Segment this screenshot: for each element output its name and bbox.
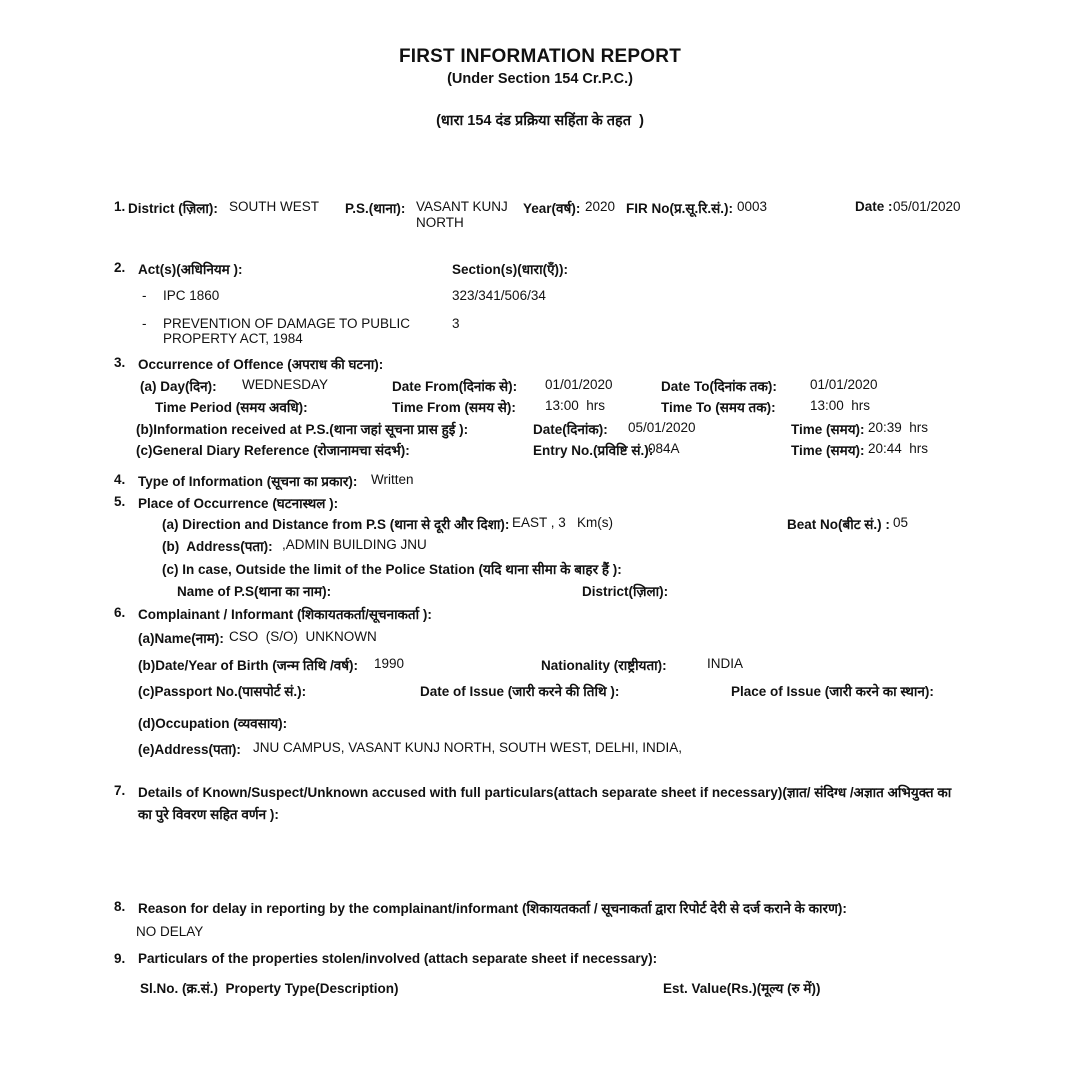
outside-district-label: District(ज़िला): [582, 584, 669, 599]
fir-no-label: FIR No(प्र.सू.रि.सं.): [626, 201, 733, 216]
act-row-section: 3 [452, 316, 460, 331]
section-6-number: 6. [114, 605, 126, 620]
info-received-date-value: 05/01/2020 [628, 420, 696, 435]
general-diary-time-label: Time (समय): [791, 443, 865, 458]
complainant-heading: Complainant / Informant (शिकायतकर्ता/सूचनाकर्ता ): [138, 607, 432, 622]
complainant-name-value: CSO (S/O) UNKNOWN [229, 629, 377, 644]
general-diary-label: (c)General Diary Reference (रोजानामचा संदर्भ): [136, 443, 410, 458]
fir-date-label: Date : [855, 199, 893, 214]
section-4-number: 4. [114, 472, 126, 487]
info-received-label: (b)Information received at P.S.(थाना जहां सूचना प्रास हुई ): [136, 422, 469, 437]
fir-date-value: 05/01/2020 [893, 199, 961, 214]
nationality-value: INDIA [707, 656, 744, 671]
place-of-issue-label: Place of Issue (जारी करने का स्थान): [731, 684, 934, 699]
day-value: WEDNESDAY [242, 377, 329, 392]
beat-no-value: 05 [893, 515, 909, 530]
properties-label: Particulars of the properties stolen/involved (attach separate sheet if necessary): [138, 951, 658, 966]
section-2-number: 2. [114, 260, 126, 275]
type-of-information-label: Type of Information (सूचना का प्रकार): [138, 474, 358, 489]
address-label: (b) Address(पता): [162, 539, 273, 554]
police-station-label: P.S.(थाना): [345, 201, 406, 216]
time-to-label: Time To (समय तक): [661, 400, 776, 415]
district-value: SOUTH WEST [229, 199, 319, 214]
section-1-number: 1. [114, 199, 126, 214]
entry-no-value: 084A [648, 441, 680, 456]
general-diary-time-value: 20:44 hrs [868, 441, 929, 456]
complainant-address-label: (e)Address(पता): [138, 742, 241, 757]
entry-no-label: Entry No.(प्रविष्टि सं.): [533, 443, 654, 458]
properties-col-value-header: Est. Value(Rs.)(मूल्य (रु में)) [663, 981, 821, 996]
properties-col-slno-header: Sl.No. (क्र.सं.) Property Type(Description) [140, 981, 399, 996]
act-row-name: IPC 1860 [163, 288, 220, 303]
info-received-time-label: Time (समय): [791, 422, 865, 437]
accused-details-line2: का पुरे विवरण सहित वर्णन ): [138, 807, 279, 822]
section-7-number: 7. [114, 783, 126, 798]
act-row-section: 323/341/506/34 [452, 288, 546, 303]
act-row-name-line2: PROPERTY ACT, 1984 [163, 331, 303, 346]
outside-ps-name-label: Name of P.S(थाना का नाम): [177, 584, 332, 599]
time-period-label: Time Period (समय अवधि): [155, 400, 308, 415]
year-value: 2020 [585, 199, 616, 214]
info-received-time-value: 20:39 hrs [868, 420, 929, 435]
direction-distance-value: EAST , 3 Km(s) [512, 515, 614, 530]
year-label: Year(वर्ष): [523, 201, 581, 216]
act-row-name: PREVENTION OF DAMAGE TO PUBLIC [163, 316, 411, 331]
passport-no-label: (c)Passport No.(पासपोर्ट सं.): [138, 684, 307, 699]
date-to-value: 01/01/2020 [810, 377, 878, 392]
district-label: District (ज़िला): [128, 201, 218, 216]
time-to-value: 13:00 hrs [810, 398, 871, 413]
time-from-label: Time From (समय से): [392, 400, 516, 415]
type-of-information-value: Written [371, 472, 414, 487]
place-of-occurrence-heading: Place of Occurrence (घटनास्थल ): [138, 496, 339, 511]
date-from-value: 01/01/2020 [545, 377, 613, 392]
complainant-address-value: JNU CAMPUS, VASANT KUNJ NORTH, SOUTH WEST, DELHI, INDIA, [253, 740, 683, 755]
occurrence-heading: Occurrence of Offence (अपराध की घटना): [138, 357, 384, 372]
police-station-value-line1: VASANT KUNJ [416, 199, 508, 214]
delay-reason-label: Reason for delay in reporting by the complainant/informant (शिकायतकर्ता / सूचनाकर्ता द्वारा रिपोर्ट देरी से दर्ज कराने के कारण): [138, 901, 847, 916]
address-value: ,ADMIN BUILDING JNU [282, 537, 427, 552]
page-title-hindi: (धारा 154 दंड प्रक्रिया सहिंता के तहत ) [436, 113, 644, 129]
beat-no-label: Beat No(बीट सं.) : [787, 517, 890, 532]
time-from-value: 13:00 hrs [545, 398, 606, 413]
complainant-dob-label: (b)Date/Year of Birth (जन्म तिथि /वर्ष): [138, 658, 359, 673]
section-8-number: 8. [114, 899, 126, 914]
police-station-value-line2: NORTH [416, 215, 464, 230]
section-3-number: 3. [114, 355, 126, 370]
sections-label: Section(s)(धारा(एँ)): [452, 262, 569, 277]
act-row-bullet: - [142, 288, 147, 303]
section-5-number: 5. [114, 494, 126, 509]
info-received-date-label: Date(दिनांक): [533, 422, 608, 437]
section-9-number: 9. [114, 951, 126, 966]
page-subtitle: (Under Section 154 Cr.P.C.) [447, 71, 633, 87]
day-label: (a) Day(दिन): [140, 379, 217, 394]
occupation-label: (d)Occupation (व्यवसाय): [138, 716, 288, 731]
acts-label: Act(s)(अधिनियम ): [138, 262, 243, 277]
outside-limit-label: (c) In case, Outside the limit of the Police Station (यदि थाना सीमा के बाहर हैं ): [162, 562, 622, 577]
date-of-issue-label: Date of Issue (जारी करने की तिथि ): [420, 684, 620, 699]
act-row-bullet: - [142, 316, 147, 331]
direction-distance-label: (a) Direction and Distance from P.S (थाना से दूरी और दिशा): [162, 517, 510, 532]
delay-reason-value: NO DELAY [136, 924, 204, 939]
accused-details-line1: Details of Known/Suspect/Unknown accused with full particulars(attach separate sheet if necessary)(ज्ञात/ संदिग्ध /अज्ञात अभियुक्त का [138, 785, 952, 800]
fir-no-value: 0003 [737, 199, 768, 214]
complainant-name-label: (a)Name(नाम): [138, 631, 224, 646]
nationality-label: Nationality (राष्ट्रीयता): [541, 658, 667, 673]
date-from-label: Date From(दिनांक से): [392, 379, 518, 394]
complainant-dob-value: 1990 [374, 656, 405, 671]
date-to-label: Date To(दिनांक तक): [661, 379, 777, 394]
page-title: FIRST INFORMATION REPORT [398, 46, 682, 67]
